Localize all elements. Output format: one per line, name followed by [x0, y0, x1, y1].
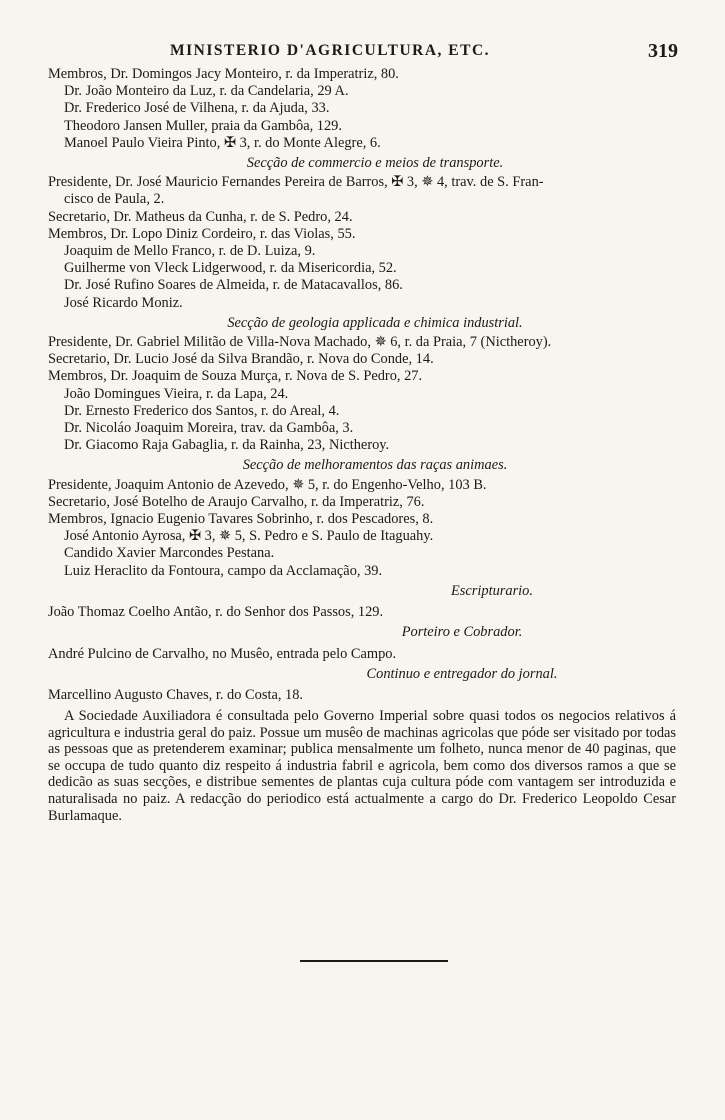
entry-line: Dr. José Rufino Soares de Almeida, r. de Matacavallos, 86. — [64, 277, 403, 294]
entry-line: Secretario, Dr. Lucio José da Silva Brandão, r. Nova do Conde, 14. — [48, 351, 434, 368]
entry-line: Dr. Nicoláo Joaquim Moreira, trav. da Gambôa, 3. — [64, 420, 354, 437]
entry-line: Theodoro Jansen Muller, praia da Gambôa, 129. — [64, 117, 342, 134]
section-heading: Secção de commercio e meios de transporte. — [246, 155, 504, 172]
section-heading: Porteiro e Cobrador. — [401, 624, 523, 641]
section-heading: Secção de geologia applicada e chimica industrial. — [227, 314, 523, 331]
section-heading: Secção de melhoramentos das raças animaes. — [242, 457, 508, 474]
entry-line: Membros, Ignacio Eugenio Tavares Sobrinho, r. dos Pescadores, 8. — [48, 511, 434, 528]
entry-line: Joaquim de Mello Franco, r. de D. Luiza, 9. — [64, 243, 316, 260]
entry-line: Dr. Ernesto Frederico dos Santos, r. do Areal, 4. — [64, 402, 340, 419]
entry-line: Dr. Giacomo Raja Gabaglia, r. da Rainha, 23, Nictheroy. — [64, 437, 390, 454]
entry-line: Presidente, Dr. José Mauricio Fernandes Pereira de Barros, ✠ 3, ✵ 4, trav. de S. Fran- — [48, 174, 544, 191]
section-heading: Continuo e entregador do jornal. — [366, 665, 558, 682]
entry-line: José Antonio Ayrosa, ✠ 3, ✵ 5, S. Pedro e S. Paulo de Itaguahy. — [64, 528, 434, 545]
entry-line: Guilherme von Vleck Lidgerwood, r. da Misericordia, 52. — [64, 260, 397, 277]
entry-line: Marcellino Augusto Chaves, r. do Costa, 18. — [48, 686, 304, 703]
entry-line: Candido Xavier Marcondes Pestana. — [64, 545, 275, 562]
page-body — [48, 66, 676, 824]
entry-line: Manoel Paulo Vieira Pinto, ✠ 3, r. do Monte Alegre, 6. — [64, 134, 381, 151]
entry-line: cisco de Paula, 2. — [64, 191, 165, 208]
entry-line: Secretario, José Botelho de Araujo Carvalho, r. da Imperatriz, 76. — [48, 493, 425, 510]
page-header — [0, 40, 725, 64]
entry-line: Membros, Dr. Lopo Diniz Cordeiro, r. das Violas, 55. — [48, 225, 356, 242]
entry-line: Luiz Heraclito da Fontoura, campo da Acclamação, 39. — [64, 562, 383, 579]
entry-line: Membros, Dr. Domingos Jacy Monteiro, r. da Imperatriz, 80. — [48, 66, 399, 82]
closing-rule — [300, 960, 448, 962]
page-number: 319 — [648, 40, 678, 62]
entry-line: José Ricardo Moniz. — [64, 294, 183, 311]
entry-line: João Thomaz Coelho Antão, r. do Senhor dos Passos, 129. — [48, 604, 384, 621]
entry-line: Dr. Frederico José de Vilhena, r. da Ajuda, 33. — [64, 100, 330, 117]
entry-line: Presidente, Joaquim Antonio de Azevedo, ✵ 5, r. do Engenho-Velho, 103 B. — [48, 476, 487, 493]
entry-line: Presidente, Dr. Gabriel Militão de Villa-Nova Machado, ✵ 6, r. da Praia, 7 (Nictheroy). — [48, 334, 552, 351]
entry-line: Secretario, Dr. Matheus da Cunha, r. de S. Pedro, 24. — [48, 208, 353, 225]
society-description: A Sociedade Auxiliadora é consultada pelo Governo Imperial sobre quasi todos os negocios relativos á agricultura e industria geral do paiz. Possue um musêo de machinas agricolas que póde ser visitado por todas as pessoas que as pretenderem examinar; publica mensalmente um folheto, nunca menor de 40 paginas, que se occupa de tudo quanto diz respeito á industria fabril e agricola, bem como dos diversos ramos a que se dedicão as suas secções, e distribue sementes de plantas cuja cultura póde com vantagem ser introduzida e naturalisada no paiz. A redacção do periodico está actualmente a cargo do Dr. Frederico Leopoldo Cesar Burlamaque. — [48, 708, 676, 824]
entry-line: Dr. João Monteiro da Luz, r. da Candelaria, 29 A. — [64, 83, 349, 100]
entry-line: André Pulcino de Carvalho, no Musêo, entrada pelo Campo. — [48, 645, 397, 662]
entry-line: Membros, Dr. Joaquim de Souza Murça, r. Nova de S. Pedro, 27. — [48, 368, 423, 385]
section-heading: Escripturario. — [451, 582, 533, 599]
running-title: MINISTERIO D'AGRICULTURA, ETC. — [170, 42, 491, 59]
entry-line: João Domingues Vieira, r. da Lapa, 24. — [64, 385, 289, 402]
